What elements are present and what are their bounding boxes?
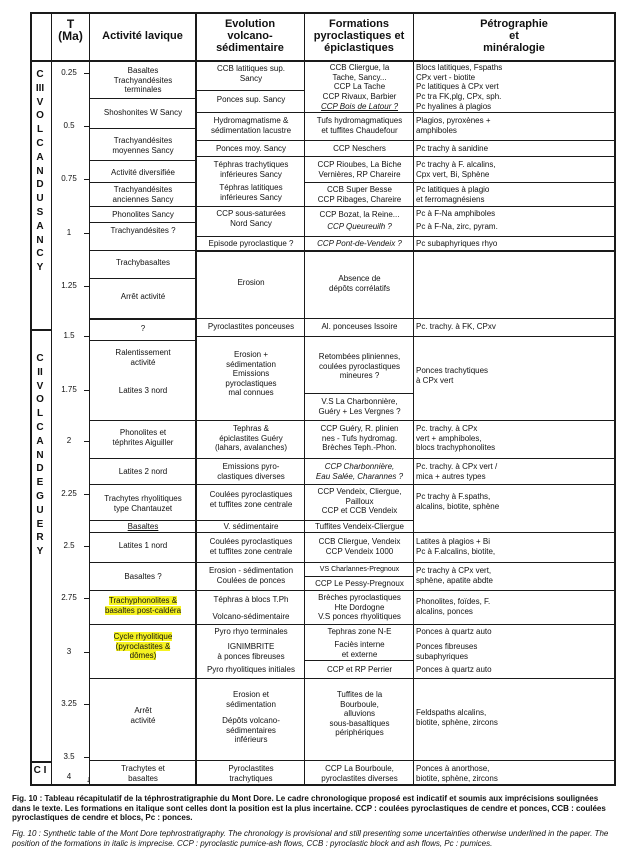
activity-ralentissement: Ralentissement activité: [115, 348, 171, 367]
evolution-tephras-trachytiques: Téphras trachytiques inférieures Sancy: [213, 160, 289, 179]
petro-pc-trachy-f-spaths: Pc trachy à F.spaths, alcalins, biotite, sphène: [416, 492, 500, 511]
col-sep-activity: [195, 12, 197, 784]
petro-ponces-trachytiques: Ponces trachytiques à CPx vert: [416, 366, 489, 385]
time-tick: 2: [66, 436, 72, 445]
evolution-pyro-rhyolitiques-initiales: Pyro rhyolitiques initiales: [206, 665, 296, 674]
tick-mark: [84, 336, 89, 337]
formation-ccp-le-pessy: CCP Le Pessy-Pregnoux: [315, 579, 404, 588]
petro-pc-subaphyriques-rhyo: Pc subaphyriques rhyo: [416, 239, 498, 248]
formation-ccp-la-bourboule: CCP La Bourboule, pyroclastites diverses: [321, 764, 398, 783]
petro-pc-trachy-cpx-amphiboles: Pc. trachy. à CPx vert + amphiboles, blocs trachyphonolites: [416, 424, 496, 452]
activity-trachybasaltes: Trachybasaltes: [116, 258, 170, 267]
activity-arret: Arrêt activité: [120, 292, 166, 301]
formation-ccp-rioubes: CCP Rioubes, La Biche Vernières, RP Chareire: [317, 160, 402, 179]
evolution-pyroclastites-ponceuses: Pyroclastites ponceuses: [207, 322, 295, 331]
formation-ccp-ribages: CCP Ribages, Chareire: [317, 195, 402, 204]
tick-mark: [84, 73, 89, 74]
time-tick: 1: [66, 228, 72, 237]
formation-ccp-neschers: CCP Neschers: [333, 144, 386, 153]
activity-latites-3: Latites 3 nord: [118, 386, 168, 395]
activity-latites-2: Latites 2 nord: [118, 467, 168, 476]
caption-fr: [12, 794, 612, 823]
tick-mark: [84, 286, 89, 287]
formation-tuffites-bourboule: Tuffites de la Bourboule, alluvions sous-basaltiques périphériques: [329, 690, 390, 737]
petro-phonolites-foides: Phonolites, foïdes, F. alcalins, ponces: [416, 597, 491, 616]
time-tick: 3: [66, 647, 72, 656]
formation-breches-hte-dordogne: Brèches pyroclastiques Hte Dordogne V.S ponces rhyolitiques: [318, 593, 401, 621]
petro-pc-trachy-sanidine: Pc trachy à sanidine: [416, 144, 489, 153]
time-tick: 0.25: [61, 68, 77, 77]
activity-basaltes: Basaltes Trachyandésites terminales: [113, 66, 173, 94]
petro-blocs-latitiques: Blocs latitiques, Fspaths CPx vert - biotite: [416, 63, 503, 82]
evolution-pyroclastites-trachytiques: Pyroclastites trachytiques: [228, 764, 274, 783]
formation-ccp-la-tache: CCP La Tache: [333, 82, 386, 91]
evolution-coulees-zone-centrale: Coulées pyroclastiques et tuffites zone centrale: [209, 490, 293, 509]
evolution-erosion-sedimentation-2: Erosion et sédimentation: [226, 690, 276, 709]
evolution-erosion-coulees-ponces: Erosion - sédimentation Coulées de ponces: [208, 566, 294, 585]
formation-ccp-charbonniere: CCP Charbonnière, Eau Salée, Charannes ?: [315, 462, 404, 481]
tick-mark: [84, 704, 89, 705]
evolution-erosion: Erosion: [237, 278, 265, 287]
formation-ccp-vendeix: CCP Vendeix, Cliergue, Pailloux CCP et CCB Vendeix: [317, 487, 402, 515]
tick-mark: [84, 179, 89, 180]
petro-pc-trachy-sphene: Pc trachy à CPx vert, sphène, apatite abdte: [416, 566, 493, 585]
formation-ccp-rp-perrier: CCP et RP Perrier: [326, 665, 393, 674]
tick-mark: [84, 757, 89, 758]
activity-arret-2: Arrêt activité: [130, 706, 156, 725]
formation-absence-depots: Absence de dépôts corrélatifs: [329, 274, 390, 293]
time-tick: 2.5: [63, 541, 75, 550]
formation-tufs-hydromagmatiques: Tufs hydromagmatiques et tuffites Chaudefour: [316, 116, 403, 135]
petro-feldspaths-alcalins: Feldspaths alcalins, biotite, sphène, zircons: [416, 708, 498, 727]
table-border-right: [614, 12, 616, 786]
formation-ccp-rivaux: CCP Rivaux, Barbier: [322, 92, 397, 101]
tick-mark: [84, 652, 89, 653]
evolution-ccp-sous-saturees: CCP sous-saturées Nord Sancy: [216, 209, 286, 228]
evolution-hydromagmatisme: Hydromagmatisme & sédimentation lacustre: [210, 116, 292, 135]
tick-mark: [84, 126, 89, 127]
caption-en-label: Fig. 10 :: [12, 829, 41, 838]
time-tick: 0.75: [61, 174, 77, 183]
evolution-episode-pyroclastique: Episode pyroclastique ?: [208, 239, 294, 248]
tick-mark: [84, 494, 89, 495]
time-tick: 1.5: [63, 331, 75, 340]
time-tick: 3.25: [61, 699, 77, 708]
petro-pc-f-na-amphiboles: Pc à F-Na amphiboles: [416, 209, 496, 218]
caption-fr-label: Fig. 10 :: [12, 794, 43, 803]
formation-ccp-queureuilh: CCP Queureuilh ?: [327, 222, 392, 231]
petro-ponces-quartz-2: Ponces à quartz auto: [416, 665, 492, 674]
evolution-tephras-blocs: Téphras à blocs T.Ph: [213, 595, 289, 604]
side-label-cycle-ii: C II V O L C A N D E G U E R Y: [36, 353, 44, 558]
time-tick: 2.75: [61, 593, 77, 602]
formation-ccp-pont-de-vendeix: CCP Pont-de-Vendeix ?: [317, 239, 402, 248]
formation-tephras-zone-ne: Tephras zone N-E: [327, 627, 392, 636]
evolution-pyro-rhyo-terminales: Pyro rhyo terminales: [214, 627, 288, 636]
formation-tuffites-vendeix: Tuffites Vendeix-Cliergue: [315, 522, 404, 531]
evolution-depots-inferieurs: Dépôts volcano- sédimentaires inférieurs: [222, 716, 280, 744]
header-formations: Formations pyroclastiques et épiclastiques: [313, 18, 405, 54]
activity-trachyandesites-q: Trachyandésites ?: [110, 226, 176, 235]
header-activity: Activité lavique: [102, 30, 183, 42]
activity-basaltes-q: Basaltes ?: [124, 572, 162, 581]
evolution-volcano-sedimentaire: Volcano-sédimentaire: [212, 612, 290, 621]
tick-mark: [84, 546, 89, 547]
petro-pc-trachy-f-alcalins: Pc trachy à F. alcalins, Cpx vert, Bi, Sphène: [416, 160, 496, 179]
table-border-top: [30, 12, 616, 14]
activity-phonolites-aiguiller: Phonolites et téphrites Aiguiller: [112, 428, 174, 447]
header-time: T (Ma): [58, 17, 83, 43]
formation-al-ponceuses-issoire: Al. ponceuses Issoire: [321, 322, 398, 331]
activity-unknown: ?: [140, 324, 146, 333]
caption-fr-text: Tableau récapitulatif de la téphrostratigraphie du Mont Dore. Le cadre chronologique proposé est indicatif et soumis aux imprécisions soulignées dans le texte. Les formations en italique sont celles dont la position est la plus incertaine. CCP : coulées pyroclastiques de cendre et ponces, CCB : coulées pyroclastiques de cendre et blocs, Pc : ponces.: [12, 794, 606, 823]
col-sep-side: [51, 12, 52, 784]
table-border-bottom: [30, 784, 616, 786]
side-label-cycle-i: C I: [33, 765, 47, 776]
time-tick: 4: [66, 772, 72, 781]
petro-pc-hyalines: Pc hyalines à plagios: [416, 102, 492, 111]
down-arrow-icon: ↓: [86, 774, 91, 784]
formation-ccb-super-besse: CCB Super Besse: [327, 185, 392, 194]
cycle-divider-ciii: [30, 329, 52, 331]
side-label-cycle-iii: C III V O L C A N D U S A N C Y: [35, 69, 45, 274]
time-tick: 2.25: [61, 489, 77, 498]
activity-diversifiee: Activité diversifiée: [110, 168, 176, 177]
formation-vs-charlannes: VS Charlannes-Pregnoux: [319, 566, 400, 573]
evolution-emissions-diverses: Emissions pyro- clastiques diverses: [217, 462, 285, 481]
formation-ccp-bois-latour: CCP Bois de Latour ?: [320, 102, 399, 111]
tick-mark: [84, 441, 89, 442]
tick-mark: [84, 390, 89, 391]
formation-facies: Faciès interne et externe: [334, 640, 385, 659]
activity-latites-1: Latites 1 nord: [118, 541, 168, 550]
evolution-ignimbrite: IGNIMBRITE à ponces fibreuses: [217, 642, 285, 661]
formation-vs-la-charbonniere: V.S La Charbonnière, Guéry + Les Vergnes ?: [318, 397, 401, 416]
evolution-tephras-guery: Tephras & épiclastites Guéry (lahars, avalanches): [214, 424, 288, 452]
evolution-tephras-latitiques: Téphras latitiques inférieures Sancy: [219, 183, 283, 202]
col-sep-evolution: [304, 12, 305, 784]
petro-plagios-pyroxenes: Plagios, pyroxènes + amphiboles: [416, 116, 491, 135]
activity-shoshonites: Shoshonites W Sancy: [103, 108, 183, 117]
header-divider: [30, 60, 616, 62]
activity-basaltes-2: Basaltes: [127, 522, 159, 531]
evolution-erosion-sedimentation: Erosion + sédimentation Emissions pyroclastiques mal connues: [225, 350, 277, 397]
formation-ccp-guery: CCP Guéry, R. plinien nes - Tufs hydromag. Brèches Teph.-Phon.: [320, 424, 399, 452]
petro-ponces-anorthose: Ponces à anorthose, biotite, sphène, zircons: [416, 764, 498, 783]
col-sep-formations: [413, 12, 414, 784]
activity-trachyphonolites-postcaldera: [91, 596, 195, 615]
time-tick: 3.5: [63, 752, 75, 761]
caption-en: [12, 829, 612, 848]
petro-pc-trachy-cpx-mica: Pc. trachy. à CPx vert / mica + autres types: [416, 462, 498, 481]
formation-ccb-cliergue-vendeix: CCB Cliergue, Vendeix CCP Vendeix 1000: [318, 537, 401, 556]
highlighted-label: Cycle rhyolitique (pyroclastites & dômes): [113, 632, 173, 660]
highlighted-label: Trachyphonolites & basaltes post-caldéra: [104, 596, 182, 615]
petro-pc-f-na-zirc: Pc à F-Na, zirc, pyram.: [416, 222, 498, 231]
formation-ccb-cliergue: CCB Cliergue, la Tache, Sancy...: [329, 63, 390, 82]
time-tick: 1.25: [61, 281, 77, 290]
petro-ponces-quartz-1: Ponces à quartz auto: [416, 627, 492, 636]
petro-ponces-fibreuses: Ponces fibreuses subaphyriques: [416, 642, 478, 661]
time-tick: 0.5: [63, 121, 75, 130]
cycle-divider-cii: [30, 761, 52, 763]
caption-en-text: Synthetic table of the Mont Dore tephrostratigraphy. The chronology is provisional and still presenting some uncertainties otherwise underlined in the paper. The position of the formations in italic is imprecise. CCP : pyroclastic pumice-ash flows, CCB : pyroclastic block and ash flows, Pc : pumices.: [12, 829, 609, 848]
activity-cycle-rhyolitique: [91, 632, 195, 661]
activity-trachytes-basaltes: Trachytes et basaltes: [121, 764, 165, 783]
petro-pc-latitiques: Pc latitiques à CPx vert: [416, 82, 499, 91]
evolution-v-sedimentaire: V. sédimentaire: [223, 522, 279, 531]
activity-phonolites-sancy: Phonolites Sancy: [112, 210, 174, 219]
tick-mark: [84, 598, 89, 599]
activity-trachyandesites-moyennes: Trachyandésites moyennes Sancy: [112, 136, 174, 155]
petro-pc-tra-fk: Pc tra FK,plg, CPx, sph.: [416, 92, 502, 101]
formation-ccp-bozat: CCP Bozat, la Reine...: [319, 210, 400, 219]
petro-pc-trachy-fk: Pc. trachy. à FK, CPxv: [416, 322, 496, 331]
petro-latites-plagios: Latites à plagios + Bi Pc à F.alcalins, biotite,: [416, 537, 496, 556]
tick-mark: [84, 233, 89, 234]
time-tick: 1.75: [61, 385, 77, 394]
header-evolution: Evolution volcano- sédimentaire: [216, 18, 284, 54]
evolution-ponces-moy: Ponces moy. Sancy: [215, 144, 287, 153]
evolution-coulees-zone-centrale-2: Coulées pyroclastiques et tuffites zone centrale: [209, 537, 293, 556]
activity-trachytes-chantauzet: Trachytes rhyolitiques type Chantauzet: [104, 494, 182, 513]
header-petrography: Pétrographie et minéralogie: [480, 18, 548, 54]
evolution-ponces-sup: Ponces sup. Sancy: [216, 95, 286, 104]
petro-pc-latitiques-plagio: Pc latitiques à plagio et ferromagnésiens: [416, 185, 490, 204]
evolution-ccb-latitiques: CCB latitiques sup. Sancy: [216, 64, 286, 83]
formation-retombees-pliniennes: Retombées pliniennes, coulées pyroclastiques mineures ?: [318, 352, 401, 380]
activity-trachyandesites-anciennes: Trachyandésites anciennes Sancy: [112, 185, 174, 204]
